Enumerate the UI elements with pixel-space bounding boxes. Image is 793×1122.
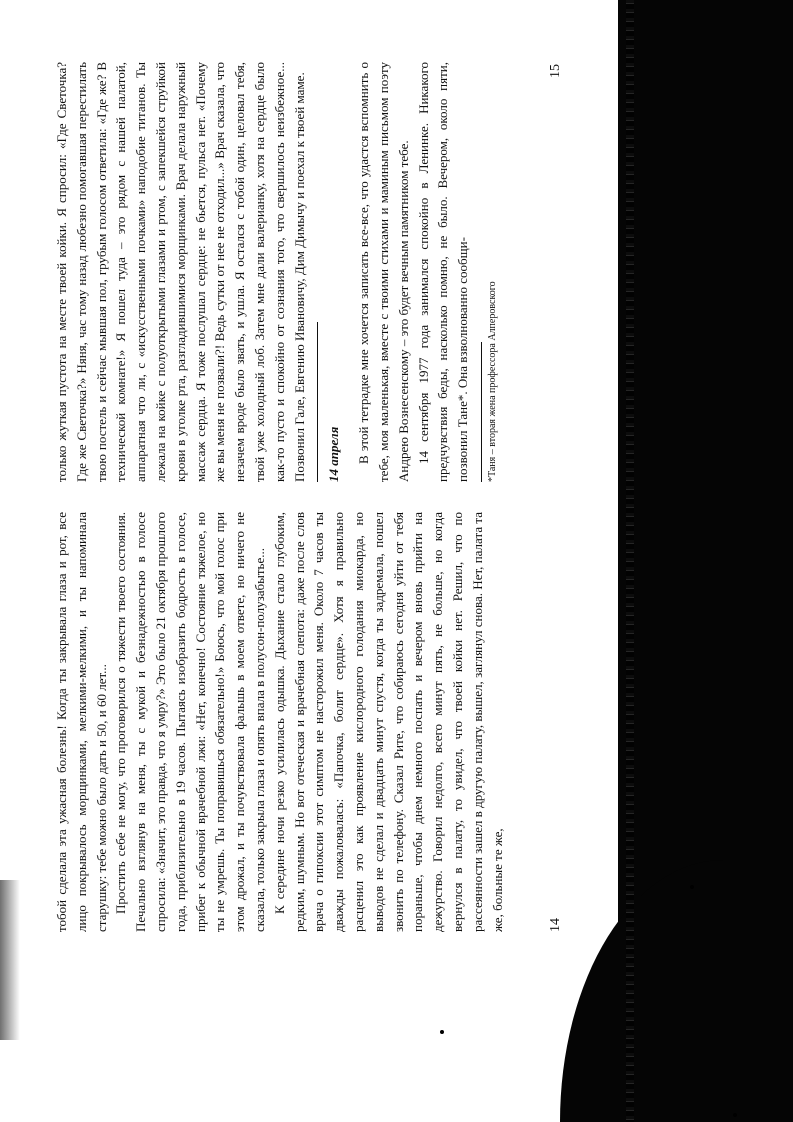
paragraph: Простить себе не могу, что проговорился о тяжести твоего состояния. Печально взглянув на меня, ты с мукой и безнадежностью в голосе спросила: «Значит, это правда, что я умру?» Это было 21 октября прошлого года, приблизительно в 19 часов. Пытаясь изобразить бодрость в голосе, прибег к обычной врачебной лжи: «Нет, конечно! Состояние тяжелое, но ты не умрешь. Ты поправишься обязательно!» Боюсь, что мой голос при этом дрожал, и ты почувствовала фальшь в моем ответе, но ничего не сказала, только закрыла глаза и опять впала в полусон-полузабытье... — [113, 512, 267, 932]
scan-edge-noise — [626, 0, 634, 1122]
scan-speck — [690, 885, 694, 889]
page-number: 14 — [548, 918, 563, 932]
section-heading: 14 апреля — [326, 426, 342, 482]
right-page-text — [52, 62, 499, 482]
right-page — [0, 42, 618, 482]
paragraph: тобой сделала эта ужасная болезнь! Когда ты закрывала глаза и рот, все лицо покрывалось морщинками, мелкими-мелкими, и ты напоминала старушку: тебе можно было дать и 50, и 60 лет... — [54, 512, 109, 932]
footnote: *Таня – вторая жена профессора Алперовского — [486, 281, 498, 482]
left-page-text — [52, 512, 507, 932]
footnote-divider — [481, 342, 482, 482]
paragraph: только жуткая пустота на месте твоей койки. Я спросил: «Где Светочка? Где же Светочка?» Няня, час тому назад любезно помогавшая перестилать твою постель и сейчас мывшая пол, грубым голосом ответила: «Где же? В технической комнате!» Я пошел туда – это рядом с нашей палатой, аппаратная что ли, с «искусственными почками» наподобие титанов. Ты лежала на койке с полуоткрытыми глазами и ртом, с запекшейся струйкой крови в уголке рта, разгладившимися морщинками. Врач делала наружный массаж сердца. Я тоже послушал сердце: не бьется, пульса нет. «Почему же вы меня не позвали?! Ведь сутки от нее не отходил...» Врач сказала, что незачем вроде было звать, и ушла. Я остался с тобой один, целовал тебя, твой уже холодный лоб. Затем мне дали валерианку, хотя на сердце было как-то пусто и спокойно от сознания того, что свершилось неизбежное... Позвонил Гале, Евгению Ивановичу, Дим Димычу и поехал к твоей маме. — [54, 62, 307, 482]
section-divider — [317, 322, 318, 482]
page-number: 15 — [548, 64, 563, 78]
scan-speck — [733, 1113, 737, 1117]
paragraph: 14 сентября 1977 года занимался спокойно в Ленинке. Никакого предчувствия беды, насколько помню, не было. Вечером, около пяти, позвонил Тане*. Она взволнованно сообщи- — [415, 62, 471, 482]
left-page — [0, 492, 618, 932]
paragraph: В этой тетрадке мне хочется записать все-все, что удастся вспомнить о тебе, моя маленькая, вместе с твоими стихами и маминым письмом поэту Андрею Вознесенскому – это будет вечным памятником тебе. — [356, 62, 411, 482]
paragraph: К середине ночи резко усилилась одышка. Дыхание стало глубоким, редким, шумным. Но вот отеческая и врачебная слепота: даже после слов врача о гипоксии этот симптом не насторожил меня. Около 7 часов ты дважды пожаловалась: «Папочка, болит сердце». Хотя я правильно расценил это как проявление кислородного голодания миокарда, но выводов не сделал и двадцать минут спустя, когда ты задремала, пошел звонить по телефону. Сказал Рите, что собираюсь сегодня уйти от тебя пораньше, чтобы днем немного поспать и вечером вновь прийти на дежурство. Говорил недолго, всего минут пять, не больше, но когда вернулся в палату, то увидел, что твоей койки нет. Решил, что по рассеянности зашел в другую палату, вышел, заглянул снова. Нет, палата та же, больные те же, — [271, 512, 505, 932]
